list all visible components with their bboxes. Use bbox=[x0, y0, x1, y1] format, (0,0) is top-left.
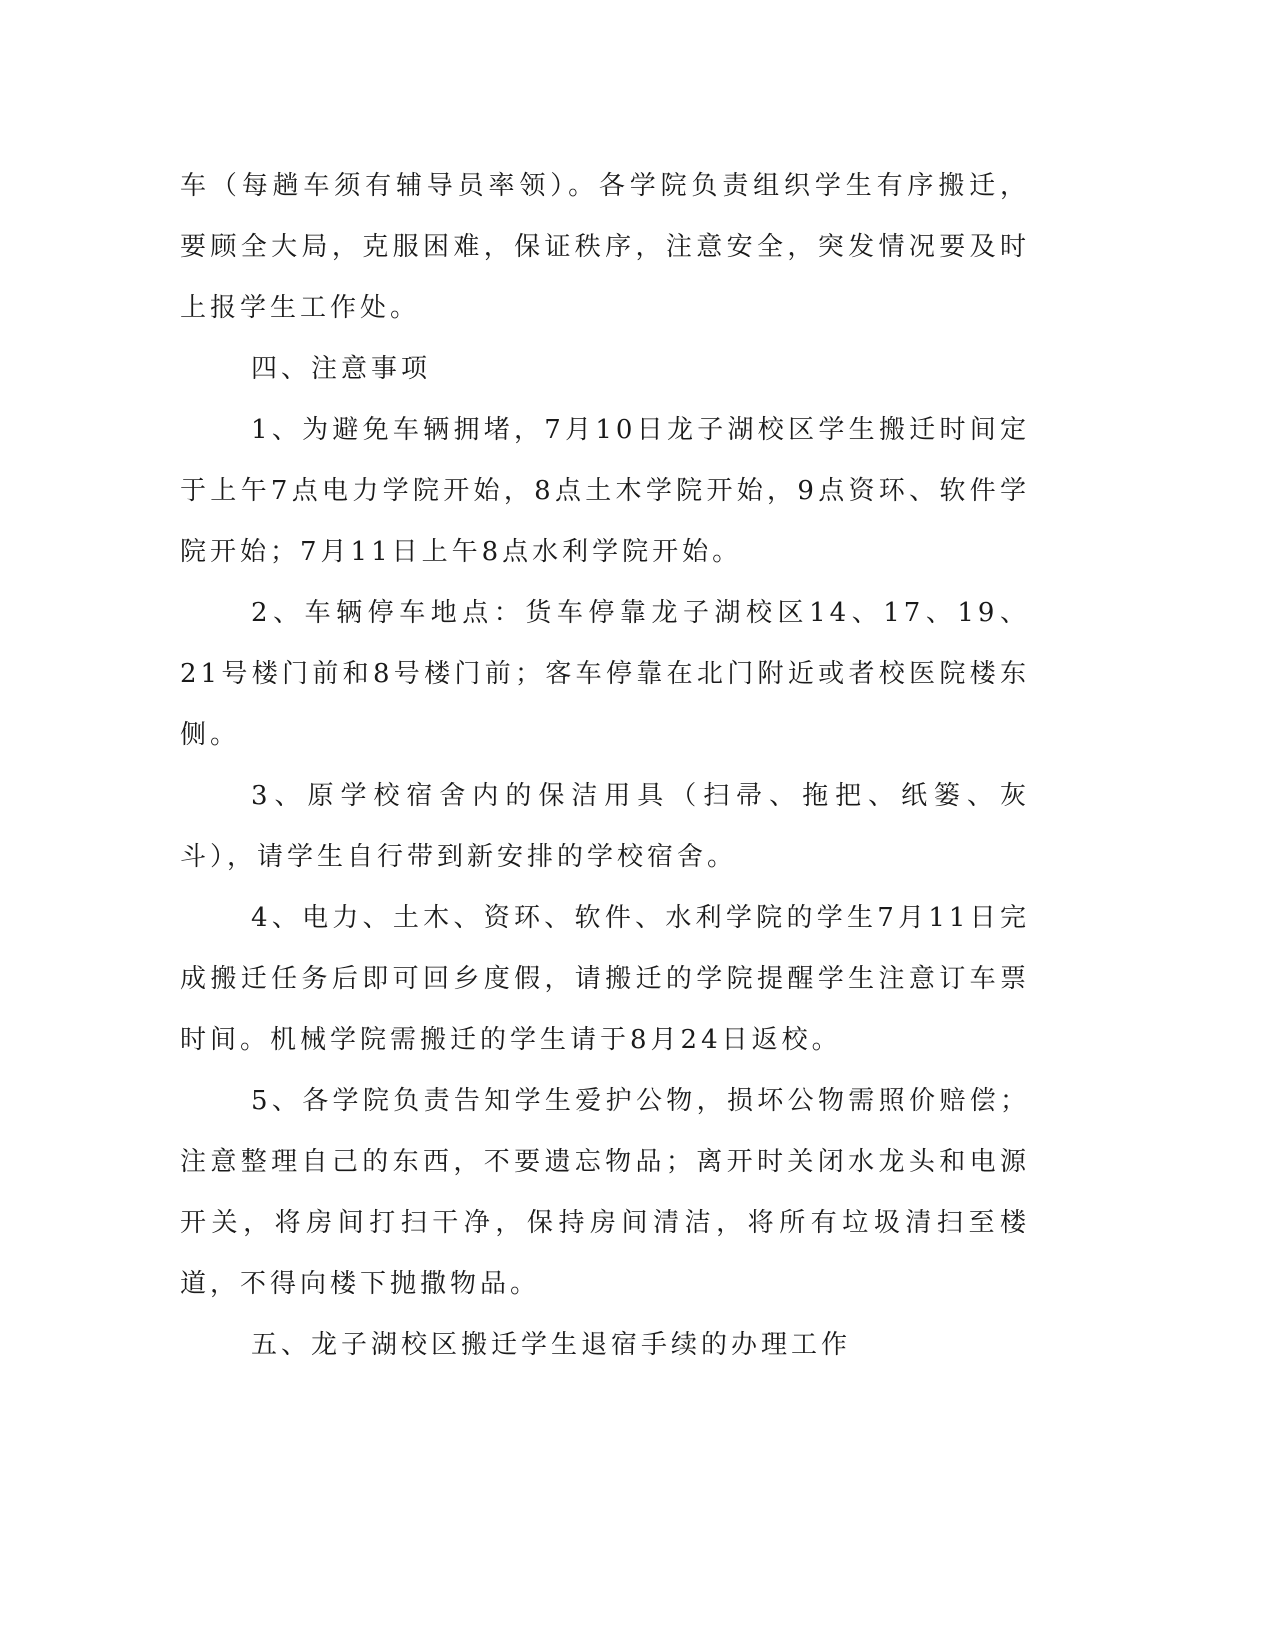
paragraph-item-3: 3、原学校宿舍内的保洁用具（扫帚、拖把、纸篓、灰斗），请学生自行带到新安排的学校宿舍。 bbox=[180, 781, 1030, 872]
paragraph-item-2: 2、车辆停车地点：货车停靠龙子湖校区14、17、19、21号楼门前和8号楼门前；客车停靠在北门附近或者校医院楼东侧。 bbox=[180, 598, 1030, 750]
section-heading-checkout: 五、龙子湖校区搬迁学生退宿手续的办理工作 bbox=[251, 1330, 852, 1360]
paragraph-continuation: 车（每趟车须有辅导员率领）。各学院负责组织学生有序搬迁，要顾全大局，克服困难，保证秩序，注意安全，突发情况要及时上报学生工作处。 bbox=[180, 171, 1030, 323]
paragraph-item-4: 4、电力、土木、资环、软件、水利学院的学生7月11日完成搬迁任务后即可回乡度假，请搬迁的学院提醒学生注意订车票时间。机械学院需搬迁的学生请于8月24日返校。 bbox=[180, 903, 1030, 1055]
section-heading-precautions: 四、注意事项 bbox=[251, 354, 432, 384]
document-body bbox=[180, 156, 1030, 1376]
paragraph-item-1: 1、为避免车辆拥堵，7月10日龙子湖校区学生搬迁时间定于上午7点电力学院开始，8点土木学院开始，9点资环、软件学院开始；7月11日上午8点水利学院开始。 bbox=[180, 415, 1030, 567]
paragraph-item-5: 5、各学院负责告知学生爱护公物，损坏公物需照价赔偿；注意整理自己的东西，不要遗忘物品；离开时关闭水龙头和电源开关，将房间打扫干净，保持房间清洁，将所有垃圾清扫至楼道，不得向楼下抛撒物品。 bbox=[180, 1086, 1030, 1299]
